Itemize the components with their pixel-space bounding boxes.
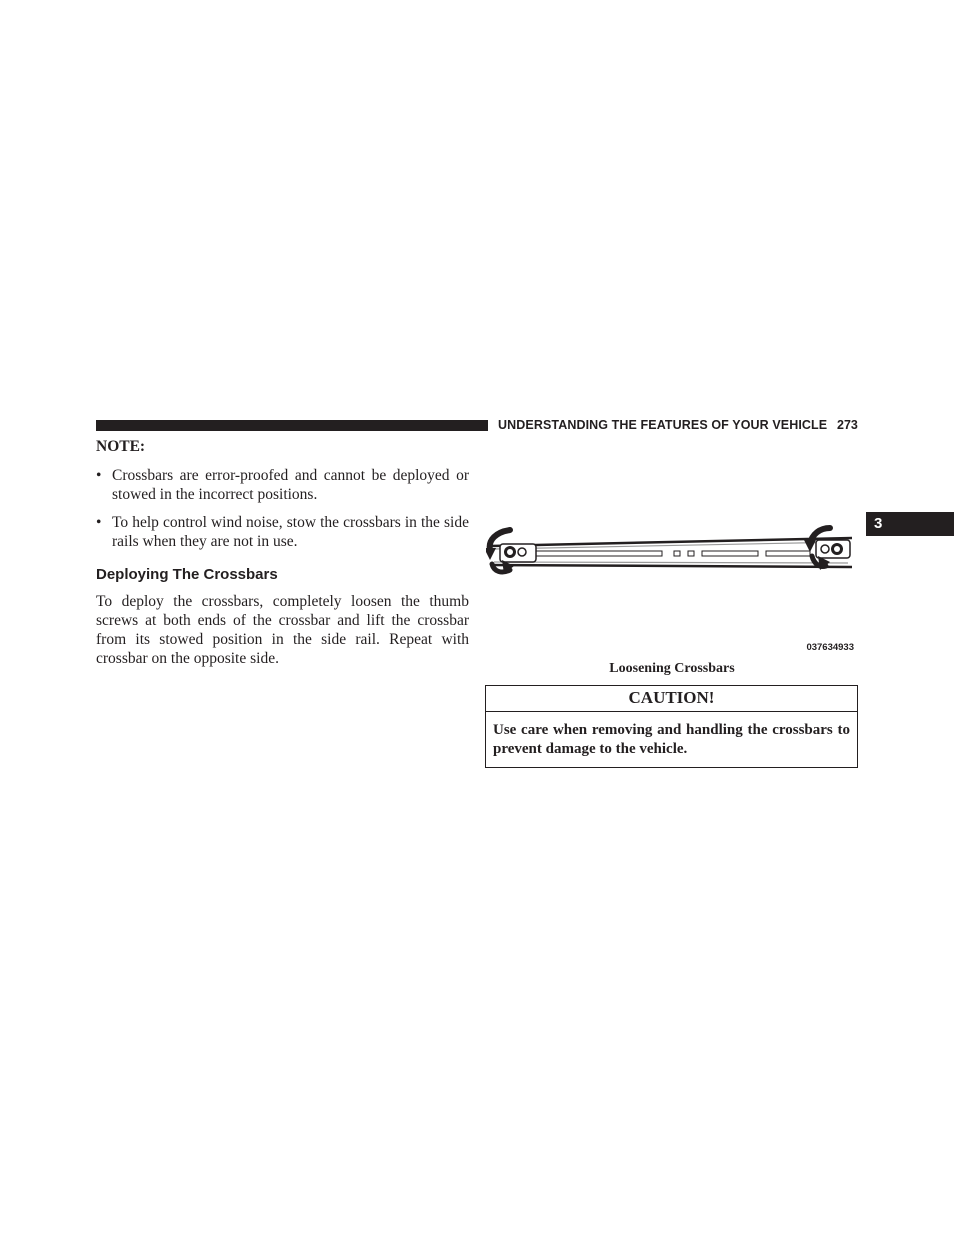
figure-caption: Loosening Crossbars: [609, 661, 735, 676]
right-thumb-screw: [816, 540, 850, 558]
note-bullet-item: • To help control wind noise, stow the crossbars in the side rails when they are not in use.: [96, 513, 469, 551]
body-paragraph: To deploy the crossbars, completely loosen the thumb screws at both ends of the crossbar and lift the crossbar from its stowed position in the side rail. Repeat with crossbar on the opposite side.: [96, 593, 469, 667]
left-column: [96, 437, 469, 668]
crossbar-illustration: [486, 516, 858, 656]
left-thumb-screw: [500, 544, 536, 562]
page-number: 273: [837, 418, 858, 432]
note-label: NOTE:: [96, 438, 146, 455]
header-rule-bar: [96, 420, 488, 431]
caution-title: CAUTION!: [486, 686, 857, 712]
note-bullet-item: • Crossbars are error-proofed and cannot be deployed or stowed in the incorrect positions.: [96, 466, 469, 504]
note-bullet-list: [96, 466, 469, 551]
chapter-tab: 3: [866, 512, 954, 536]
caution-box: [485, 685, 858, 768]
figure-image-code: 037634933: [806, 642, 854, 653]
caution-text: Use care when removing and handling the crossbars to prevent damage to the vehicle.: [493, 722, 850, 757]
section-heading: Deploying The Crossbars: [96, 566, 278, 583]
running-header-title: UNDERSTANDING THE FEATURES OF YOUR VEHICLE: [498, 418, 828, 432]
